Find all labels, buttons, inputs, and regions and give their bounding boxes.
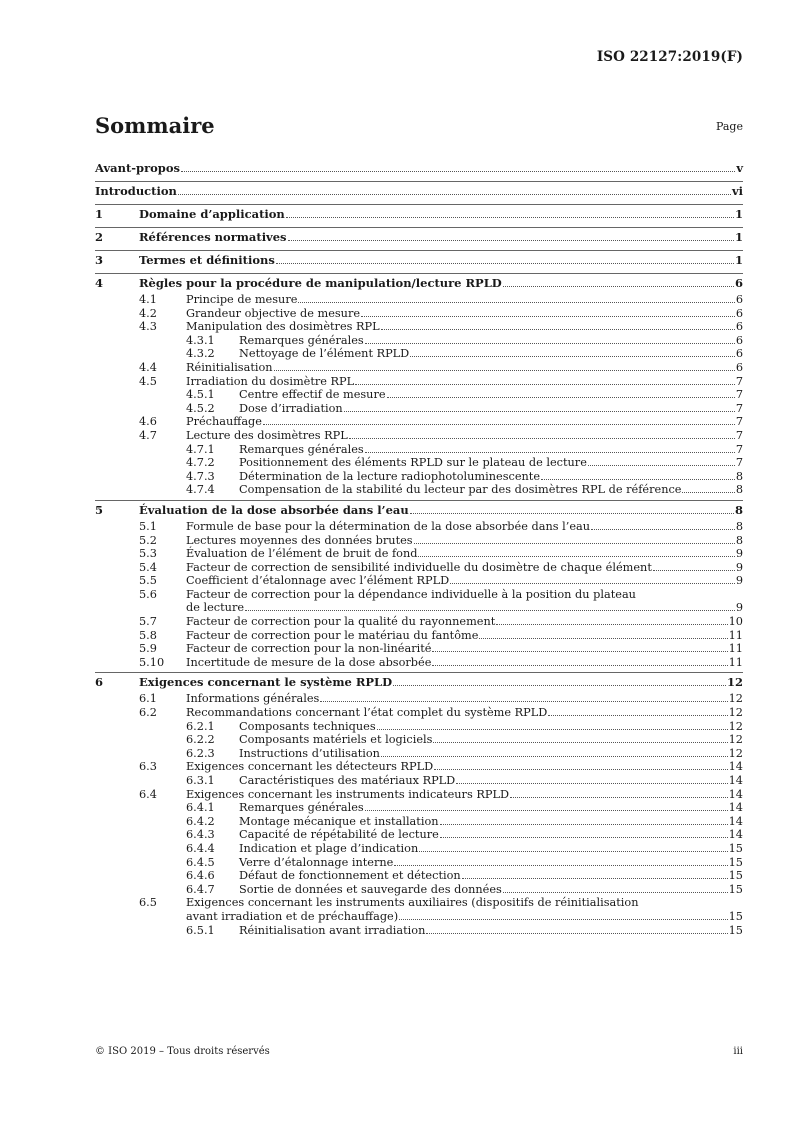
toc-entry-title: Manipulation des dosimètres RPL	[186, 320, 380, 334]
toc-entry-title: Préchauffage	[186, 415, 262, 429]
toc-entry-number: 6.1	[139, 692, 157, 706]
toc-entry-title: Nettoyage de l’élément RPLD	[239, 347, 410, 361]
toc-entry-number: 6.4.1	[186, 801, 215, 815]
toc-entry[interactable]	[95, 656, 743, 670]
toc-leader-dots	[381, 329, 735, 330]
toc-entry[interactable]	[95, 869, 743, 883]
toc-entry-number: 4	[95, 276, 104, 290]
toc-leader-dots	[479, 638, 727, 639]
toc-entry-number: 5.8	[139, 628, 157, 642]
toc-entry-number: 6.4.6	[186, 869, 215, 883]
toc-leader-dots	[440, 837, 728, 838]
toc-leader-dots	[426, 933, 727, 934]
toc-entry-page: 9	[735, 574, 743, 588]
toc-entry-number: 5.3	[139, 547, 157, 561]
toc-entry-number: 3	[95, 253, 104, 267]
toc-entry[interactable]	[95, 181, 743, 201]
toc-leader-dots	[682, 492, 734, 493]
toc-entry[interactable]	[95, 361, 743, 375]
toc-entry-page: 8	[735, 483, 743, 497]
toc-entry[interactable]	[95, 250, 743, 270]
toc-entry-number: 6.4.7	[186, 882, 215, 896]
toc-entry[interactable]	[95, 159, 743, 178]
toc-entry-page: 12	[726, 675, 743, 690]
toc-entry-title: Remarques générales	[239, 333, 364, 347]
toc-entry-page: vi	[731, 184, 743, 198]
toc-entry-title: Caractéristiques des matériaux RPLD	[239, 774, 456, 787]
toc-entry[interactable]	[95, 520, 743, 534]
toc-leader-dots	[399, 919, 727, 920]
toc-leader-dots	[433, 742, 727, 743]
toc-leader-dots	[344, 411, 735, 412]
toc-entry[interactable]	[95, 588, 743, 602]
toc-entry-number: 5.10	[139, 655, 165, 669]
toc-entry-title: Remarques générales	[239, 801, 364, 815]
toc-entry-title: Facteur de correction pour la dépendance individuelle à la position du plateau	[186, 587, 636, 601]
toc-entry-page: 6	[735, 360, 743, 374]
toc-entry-title: Composants techniques	[239, 719, 376, 733]
toc-entry-title: Réinitialisation avant irradiation	[239, 923, 426, 937]
toc-entry-number: 1	[95, 207, 104, 221]
toc-entry-page: 10	[728, 615, 743, 629]
toc-entry-page: 7	[735, 374, 743, 388]
toc-entry[interactable]	[95, 629, 743, 643]
toc-entry-number: 4.3.2	[186, 347, 215, 361]
toc-leader-dots	[588, 465, 735, 466]
toc-leader-dots	[432, 651, 727, 652]
toc-leader-dots	[394, 865, 727, 866]
toc-entry[interactable]	[95, 910, 743, 924]
toc-entry-title: Centre effectif de mesure	[239, 388, 386, 402]
toc-entry-page: 8	[735, 533, 743, 547]
toc-entry-number: 4.3	[139, 320, 157, 334]
toc-leader-dots	[418, 556, 734, 557]
toc-entry-page: 8	[735, 469, 743, 483]
toc-entry-page: 7	[735, 388, 743, 402]
toc-leader-dots	[410, 513, 734, 514]
toc-leader-dots	[288, 240, 734, 241]
toc-entry-number: 4.7.1	[186, 442, 215, 456]
toc-leader-dots	[381, 756, 728, 757]
toc-entry-title: Recommandations concernant l’état complet du système RPLD	[186, 706, 548, 720]
toc-entry-number: 5.6	[139, 587, 157, 601]
toc-entry-number: 6.3.1	[186, 774, 215, 787]
toc-entry-title: Sortie de données et sauvegarde des données	[239, 882, 502, 896]
toc-leader-dots	[503, 892, 728, 893]
toc-entry-number: 6.5	[139, 896, 157, 910]
toc-entry-page: 1	[734, 207, 743, 221]
toc-entry[interactable]	[95, 320, 743, 334]
toc-leader-dots	[456, 783, 727, 784]
toc-leader-dots	[286, 217, 734, 218]
toc-entry-page: 15	[728, 909, 743, 923]
toc-entry-title: Principe de mesure	[186, 293, 298, 306]
toc-entry-number: 4.6	[139, 415, 157, 429]
toc-entry-title: Détermination de la lecture radiophotoluminescente	[239, 469, 541, 483]
toc-leader-dots	[440, 824, 728, 825]
toc-entry[interactable]	[95, 672, 743, 692]
toc-leader-dots	[365, 452, 735, 453]
toc-entry-title: Exigences concernant les détecteurs RPLD	[186, 760, 434, 774]
toc-entry-title: Facteur de correction pour le matériau du fantôme	[186, 628, 479, 642]
toc-entry-page: 15	[728, 923, 743, 937]
toc-entry[interactable]	[95, 828, 743, 842]
toc-leader-dots	[387, 397, 735, 398]
toc-leader-dots	[450, 583, 735, 584]
toc-entry-page: 6	[735, 347, 743, 361]
footer-copyright: © ISO 2019 – Tous droits réservés	[95, 1046, 270, 1057]
toc-entry-number: 5.4	[139, 560, 157, 574]
toc-entry-title: Compensation de la stabilité du lecteur par des dosimètres RPL de référence	[239, 483, 682, 497]
toc-entry-page: 15	[728, 855, 743, 869]
toc-leader-dots	[541, 479, 735, 480]
toc-entry-page: 8	[734, 502, 743, 517]
toc-entry-number: 4.5	[139, 374, 157, 388]
toc-entry-page: 12	[728, 746, 743, 760]
toc-entry-page: 14	[728, 774, 743, 787]
toc-entry[interactable]	[95, 456, 743, 470]
toc-entry-number: 4.4	[139, 360, 157, 374]
toc-entry-page: 7	[735, 401, 743, 415]
toc-entry-page: 15	[728, 841, 743, 855]
toc-leader-dots	[410, 356, 735, 357]
toc-leader-dots	[434, 769, 727, 770]
toc-entry-title: Verre d’étalonnage interne	[239, 855, 394, 869]
toc-entry[interactable]	[95, 500, 743, 520]
toc-entry-page: 12	[728, 719, 743, 733]
toc-entry[interactable]	[95, 204, 743, 224]
toc-entry-number: 6.4.4	[186, 841, 215, 855]
toc-entry-title: Positionnement des éléments RPLD sur le plateau de lecture	[239, 456, 587, 470]
toc-entry-page: 15	[728, 882, 743, 896]
toc-entry-number: 4.7	[139, 428, 157, 442]
toc-entry[interactable]	[95, 615, 743, 629]
toc-entry-page: 6	[735, 320, 743, 334]
toc-entry-page: 11	[728, 642, 743, 656]
toc-entry-page: 14	[728, 760, 743, 774]
toc-entry-number: 6.2.3	[186, 746, 215, 760]
toc-entry-title: Avant-propos	[95, 161, 180, 175]
toc-entry-title: Réinitialisation	[186, 360, 273, 374]
toc-entry[interactable]	[95, 443, 743, 457]
toc-entry-page: 12	[728, 733, 743, 747]
toc-entry-number: 6.2	[139, 706, 157, 720]
toc-entry[interactable]	[95, 334, 743, 348]
toc-entry-number: 6.5.1	[186, 923, 215, 937]
toc-entry-number: 4.7.3	[186, 469, 215, 483]
toc-entry-title: Lecture des dosimètres RPL	[186, 428, 348, 442]
toc-entry[interactable]	[95, 883, 743, 897]
footer-page-number: iii	[733, 1046, 743, 1057]
toc-entry-page: 6	[735, 333, 743, 347]
toc-entry[interactable]	[95, 642, 743, 656]
toc-leader-dots	[462, 878, 728, 879]
toc-entry-number: 6.2.1	[186, 719, 215, 733]
toc-entry-number: 4.7.2	[186, 456, 215, 470]
toc-leader-dots	[355, 384, 735, 385]
toc-entry-title: Évaluation de la dose absorbée dans l’eau	[139, 502, 409, 517]
toc-entry[interactable]	[95, 896, 743, 910]
page-column-label: Page	[715, 120, 743, 133]
toc-entry-number: 4.7.4	[186, 483, 215, 497]
toc-entry-number: 5.9	[139, 642, 157, 656]
toc-entry[interactable]	[95, 856, 743, 870]
toc-title: Sommaire	[95, 113, 215, 138]
toc-entry-title: Références normatives	[139, 230, 287, 244]
toc-entry-title: Règles pour la procédure de manipulation/lecture RPLD	[139, 276, 502, 290]
toc-entry-title: Domaine d’application	[139, 207, 285, 221]
toc-entry-page: 11	[728, 655, 743, 669]
toc-leader-dots	[245, 610, 735, 611]
toc-entry[interactable]	[95, 801, 743, 815]
toc-entry-page: 9	[735, 560, 743, 574]
toc-leader-dots	[653, 570, 735, 571]
toc-entry-page: 6	[735, 306, 743, 320]
toc-entry-page: 14	[728, 828, 743, 842]
toc-leader-dots	[414, 543, 735, 544]
toc-entry-title: Montage mécanique et installation	[239, 814, 439, 828]
toc-entry-title: Incertitude de mesure de la dose absorbée	[186, 655, 432, 669]
toc-entry[interactable]	[95, 307, 743, 321]
toc-entry-title: Remarques générales	[239, 442, 364, 456]
toc-leader-dots	[276, 263, 734, 264]
toc-entry-title: Dose d’irradiation	[239, 401, 343, 415]
toc-entry-number: 5.7	[139, 615, 157, 629]
toc-entry[interactable]	[95, 601, 743, 615]
toc-leader-dots	[349, 438, 735, 439]
toc-entry[interactable]	[95, 415, 743, 429]
toc-entry[interactable]	[95, 429, 743, 443]
toc-entry-page: 7	[735, 415, 743, 429]
toc-entry[interactable]	[95, 293, 743, 307]
toc-entry[interactable]	[95, 547, 743, 561]
toc-leader-dots	[548, 715, 727, 716]
toc-leader-dots	[432, 665, 727, 666]
toc-entry-page: 9	[735, 601, 743, 615]
toc-entry-title: Exigences concernant le système RPLD	[139, 675, 393, 690]
toc-entry-title: Exigences concernant les instruments indicateurs RPLD	[186, 787, 509, 801]
toc-entry-page: 12	[728, 706, 743, 720]
toc-entry-page: 14	[728, 787, 743, 801]
toc-entry-title: Termes et définitions	[139, 253, 275, 267]
toc-leader-dots	[365, 810, 728, 811]
toc-entry[interactable]	[95, 561, 743, 575]
toc-leader-dots	[320, 701, 727, 702]
toc-entry-page: 6	[735, 293, 743, 306]
toc-entry-title: Introduction	[95, 184, 177, 198]
toc-entry[interactable]	[95, 375, 743, 389]
toc-entry-title: Irradiation du dosimètre RPL	[186, 374, 355, 388]
toc-entry-page: 12	[728, 692, 743, 706]
toc-entry[interactable]	[95, 747, 743, 761]
toc-entry-title: Informations générales	[186, 692, 320, 706]
document-id: ISO 22127:2019(F)	[596, 49, 743, 65]
toc-entry-page: 15	[728, 869, 743, 883]
toc-entry[interactable]	[95, 470, 743, 484]
toc-entry-page: 9	[735, 547, 743, 561]
toc-leader-dots	[393, 685, 726, 686]
toc-entry-number: 2	[95, 230, 104, 244]
toc-leader-dots	[361, 316, 735, 317]
toc-entry-page: v	[736, 161, 743, 175]
toc-entry-title: Formule de base pour la détermination de la dose absorbée dans l’eau	[186, 519, 591, 533]
toc-entry-title: avant irradiation et de préchauffage)	[186, 909, 399, 923]
toc-entry-title: Indication et plage d’indication	[239, 841, 419, 855]
toc-entry-number: 5.5	[139, 574, 157, 588]
toc-entry[interactable]	[95, 706, 743, 720]
toc-leader-dots	[503, 286, 734, 287]
toc-entry-title: Exigences concernant les instruments auxiliaires (dispositifs de réinitialisation	[186, 896, 639, 910]
toc-entry-page: 6	[734, 276, 743, 290]
toc-entry-number: 6.2.2	[186, 733, 215, 747]
toc-entry-title: Coefficient d’étalonnage avec l’élément RPLD	[186, 574, 450, 588]
toc-entry-number: 6.4.2	[186, 814, 215, 828]
toc-entry-title: de lecture	[186, 601, 245, 615]
toc-entry-page: 8	[735, 519, 743, 533]
toc-entry-number: 4.3.1	[186, 333, 215, 347]
toc-entry-number: 6.4	[139, 787, 157, 801]
toc-entry-page: 14	[728, 814, 743, 828]
toc-entry[interactable]	[95, 483, 743, 497]
toc-entry-title: Évaluation de l’élément de bruit de fond	[186, 547, 418, 561]
toc-leader-dots	[365, 343, 735, 344]
toc-entry-number: 6	[95, 675, 104, 690]
toc-entry[interactable]	[95, 574, 743, 588]
toc-entry-number: 5.2	[139, 533, 157, 547]
toc-entry[interactable]	[95, 815, 743, 829]
toc-entry-title: Facteur de correction de sensibilité individuelle du dosimètre de chaque élément	[186, 560, 652, 574]
toc-entry[interactable]	[95, 402, 743, 416]
table-of-contents	[95, 156, 743, 937]
toc-entry[interactable]	[95, 760, 743, 774]
toc-entry-title: Lectures moyennes des données brutes	[186, 533, 413, 547]
toc-entry-number: 6.4.3	[186, 828, 215, 842]
toc-entry[interactable]	[95, 720, 743, 734]
toc-entry-page: 14	[728, 801, 743, 815]
toc-entry-number: 6.4.5	[186, 855, 215, 869]
toc-entry-page: 7	[735, 456, 743, 470]
toc-entry-title: Instructions d’utilisation	[239, 746, 380, 760]
toc-leader-dots	[419, 851, 727, 852]
toc-entry-page: 11	[728, 628, 743, 642]
toc-entry[interactable]	[95, 534, 743, 548]
toc-entry[interactable]	[95, 774, 743, 788]
toc-entry[interactable]	[95, 692, 743, 706]
toc-leader-dots	[181, 171, 735, 172]
toc-entry-page: 7	[735, 428, 743, 442]
toc-entry-title: Composants matériels et logiciels	[239, 733, 433, 747]
toc-leader-dots	[178, 194, 731, 195]
toc-leader-dots	[377, 729, 728, 730]
toc-leader-dots	[274, 370, 735, 371]
toc-entry-number: 4.1	[139, 293, 157, 306]
toc-entry-page: 1	[734, 253, 743, 267]
toc-entry-title: Grandeur objective de mesure	[186, 306, 361, 320]
toc-leader-dots	[298, 302, 734, 303]
toc-leader-dots	[496, 624, 727, 625]
toc-leader-dots	[510, 797, 728, 798]
toc-entry-number: 6.3	[139, 760, 157, 774]
toc-entry[interactable]	[95, 347, 743, 361]
toc-entry[interactable]	[95, 842, 743, 856]
toc-entry-title: Facteur de correction pour la non-linéarité	[186, 642, 432, 656]
toc-entry-number: 4.2	[139, 306, 157, 320]
toc-entry-number: 4.5.1	[186, 388, 215, 402]
toc-entry-number: 5.1	[139, 519, 157, 533]
toc-entry[interactable]	[95, 788, 743, 802]
toc-leader-dots	[591, 529, 735, 530]
toc-entry-number: 4.5.2	[186, 401, 215, 415]
toc-entry[interactable]	[95, 924, 743, 938]
toc-entry-page: 7	[735, 442, 743, 456]
toc-entry-number: 5	[95, 502, 104, 517]
toc-entry[interactable]	[95, 273, 743, 293]
toc-entry[interactable]	[95, 388, 743, 402]
toc-entry-title: Facteur de correction pour la qualité du rayonnement	[186, 615, 496, 629]
toc-entry[interactable]	[95, 733, 743, 747]
toc-entry-page: 1	[734, 230, 743, 244]
toc-leader-dots	[263, 424, 735, 425]
toc-entry-title: Défaut de fonctionnement et détection	[239, 869, 461, 883]
toc-entry-title: Capacité de répétabilité de lecture	[239, 828, 439, 842]
toc-entry[interactable]	[95, 227, 743, 247]
